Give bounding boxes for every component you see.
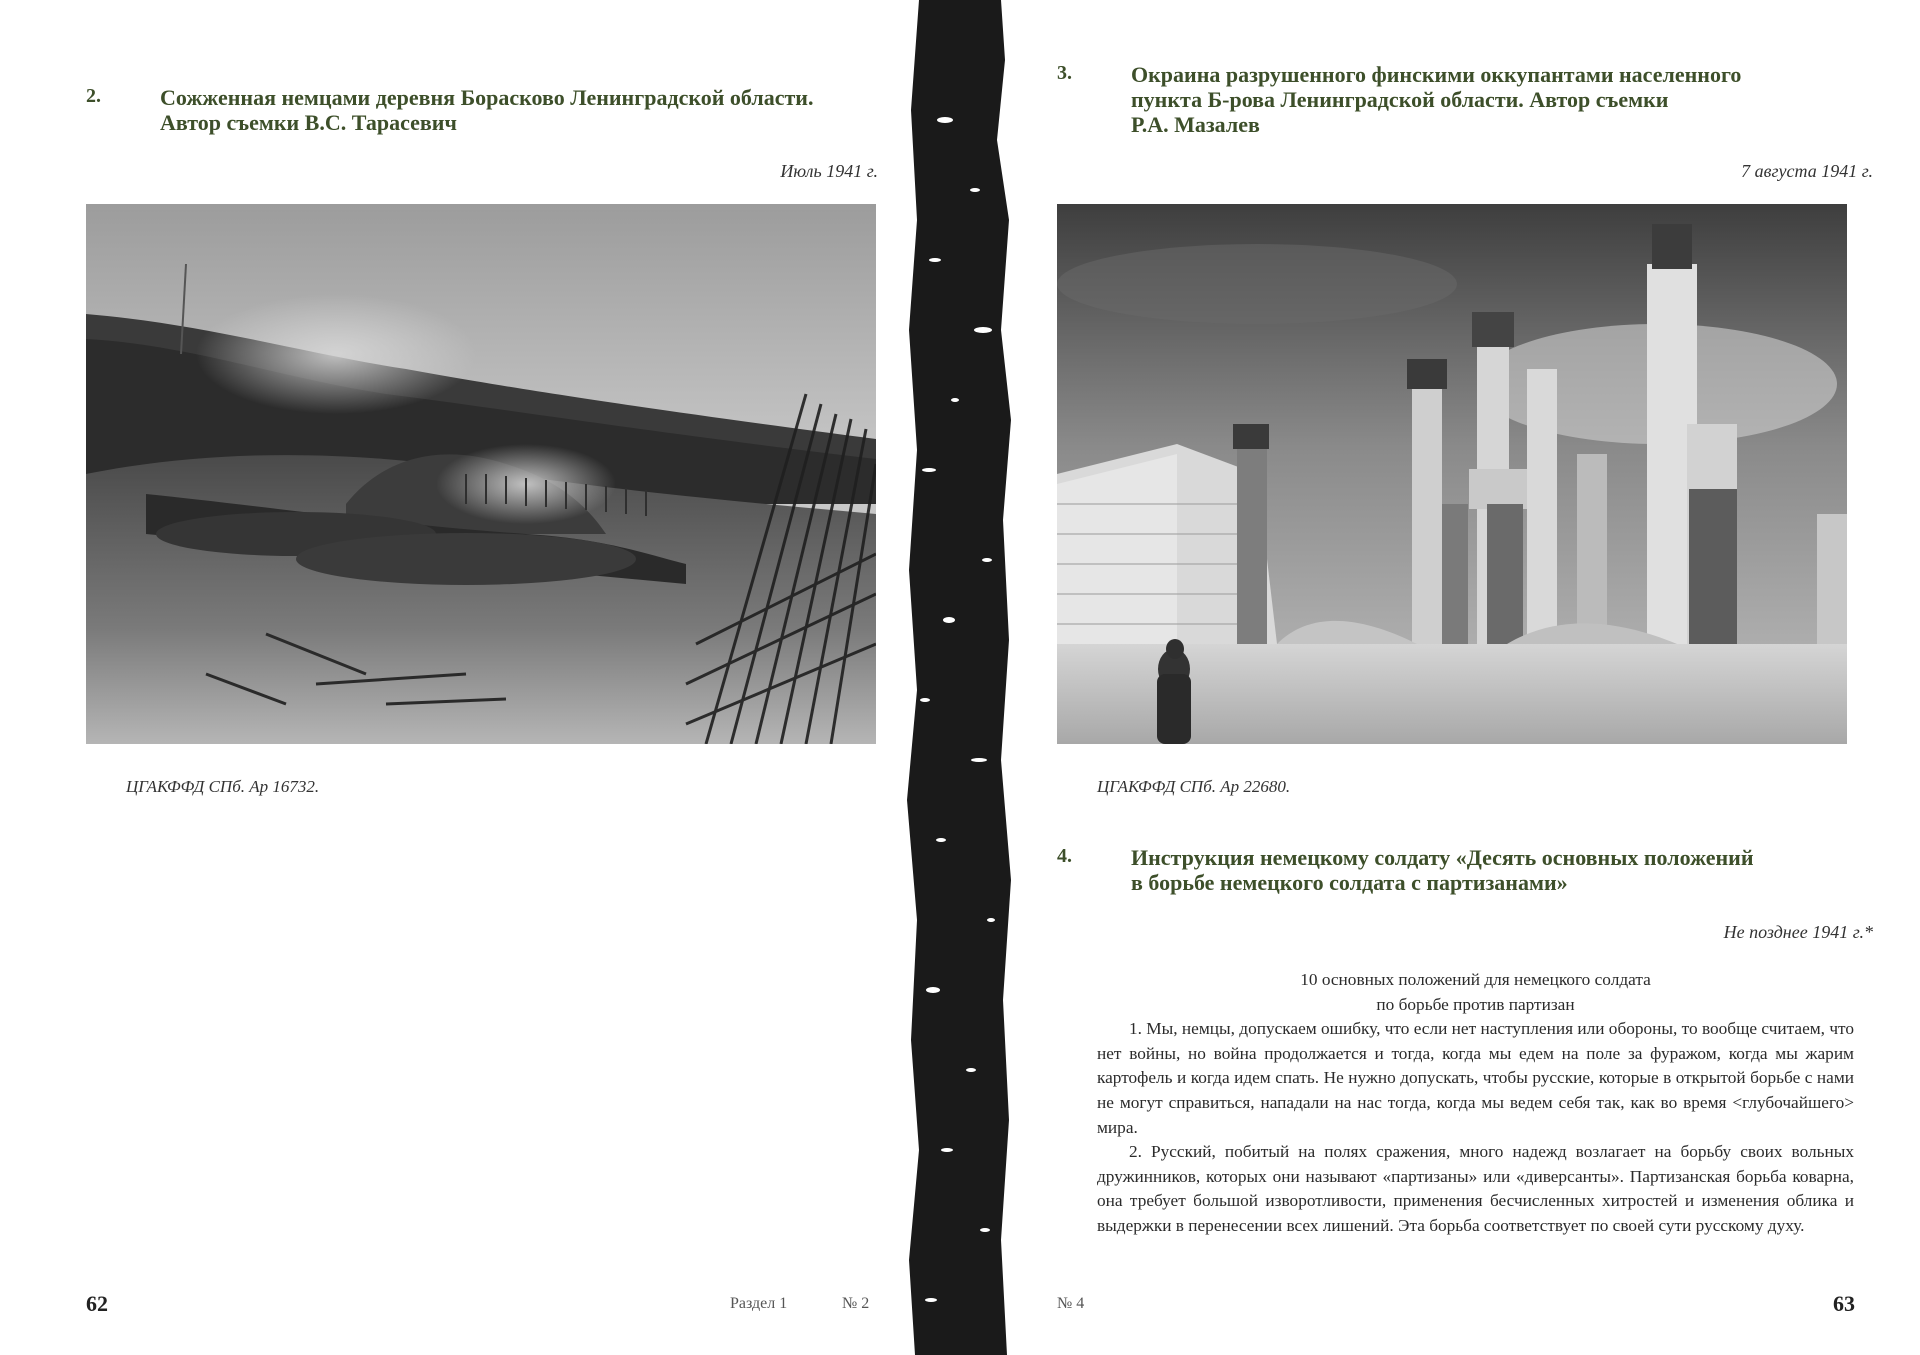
doc-date: Июль 1941 г.	[780, 161, 878, 181]
burned-village-photo	[86, 204, 876, 744]
doc-reference: № 2	[842, 1295, 870, 1312]
document-body	[1097, 968, 1854, 1239]
decorative-spine	[905, 0, 1015, 1355]
doc-number: 2.	[86, 85, 101, 107]
body-heading-line-1: 10 основных положений для немецкого солдата	[1300, 970, 1651, 989]
page-number: 63	[1833, 1291, 1855, 1316]
left-page	[0, 0, 905, 1355]
doc-date: 7 августа 1941 г.	[1741, 161, 1873, 181]
body-paragraph-2: 2. Русский, побитый на полях сражения, много надежд возлагает на борьбу своих вольных дружинников, которых они называют «партизаны» или «диверсанты». Партизанская борьба коварна, она требует большой изворотливости, применения бесчисленных хитростей и изменения облика и выдержки в перенесении всех лишений. Эта борьба соответствует по своей сути русскому духу.	[1097, 1142, 1854, 1235]
doc-date: Не позднее 1941 г.*	[1723, 922, 1873, 942]
doc-title: Инструкция немецкому солдату «Десять основных положений в борьбе немецкого солдата с партизанами»	[1131, 845, 1754, 895]
right-page	[1015, 0, 1920, 1355]
doc-number: 3.	[1057, 62, 1072, 84]
archive-reference: ЦГАКФФД СПб. Ар 22680.	[1097, 777, 1291, 796]
body-heading-line-2: по борьбе против партизан	[1376, 994, 1575, 1014]
doc-title: Окраина разрушенного финскими оккупантами населенного пункта Б-рова Ленинградской области. Автор съемки Р.А. Мазалев	[1131, 62, 1742, 137]
section-label: Раздел 1	[730, 1295, 788, 1312]
ruined-settlement-photo	[1057, 204, 1847, 744]
doc-number: 4.	[1057, 845, 1072, 867]
page-number: 62	[86, 1291, 108, 1316]
archive-reference: ЦГАКФФД СПб. Ар 16732.	[126, 777, 320, 796]
doc-title: Сожженная немцами деревня Борасково Ленинградской области. Автор съемки В.С. Тарасевич	[160, 85, 814, 135]
body-paragraph-1: 1. Мы, немцы, допускаем ошибку, что если нет наступления или обороны, то вообще считаем, что нет войны, но война продолжается и тогда, когда мы едем на поле за фуражом, когда мы жарим картофель и когда идем спать. Не нужно допускать, чтобы русские, которые в открытой борьбе с нами не могут справиться, нападали на нас тогда, когда мы ведем себя так, как во время <глубочайшего> мира.	[1097, 1019, 1854, 1137]
doc-reference: № 4	[1057, 1295, 1085, 1312]
